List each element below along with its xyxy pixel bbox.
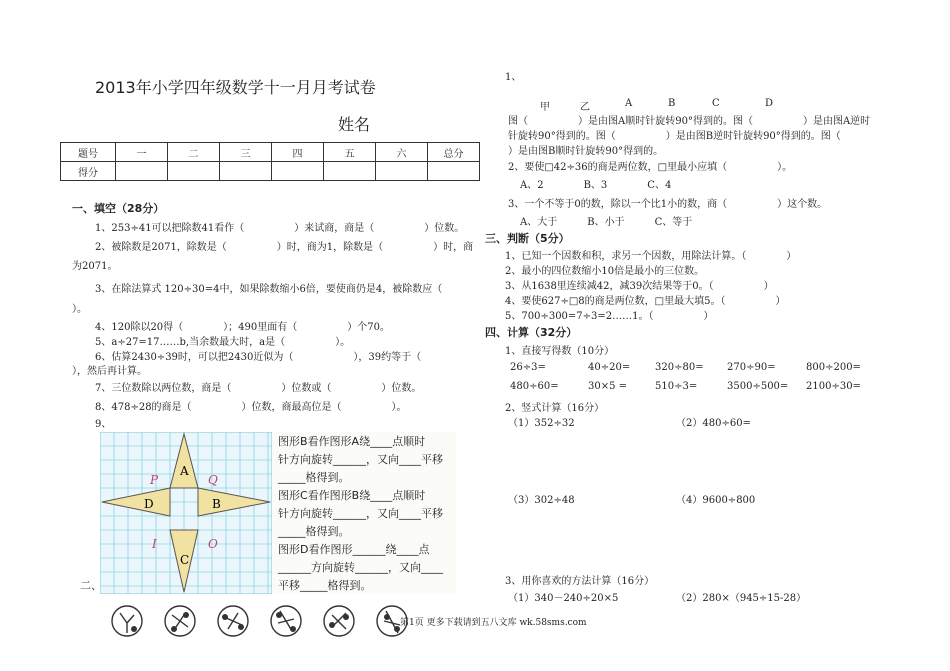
score-cell[interactable] [428, 162, 480, 181]
table-cell: 六 [376, 143, 428, 162]
exam-title: 2013年小学四年级数学十一月月考试卷 [95, 78, 376, 97]
question-8: 8、478÷28的商是（ ）位数，商最高位是（ ）。 [95, 402, 407, 413]
calc-item: 800÷200= [806, 362, 861, 373]
shape-label-jia: 甲 [540, 102, 550, 113]
label-o: O [208, 537, 218, 551]
table-cell: 二 [168, 143, 220, 162]
question-2-line-1: 2、被除数是2071，除数是（ ）时，商为1，除数是（ ）时，商 [95, 242, 474, 253]
table-cell: 得分 [61, 162, 116, 181]
label-q: Q [208, 473, 218, 487]
vertical-calc-3: （3）302÷48 [508, 495, 575, 506]
question-7: 7、三位数除以两位数，商是（ ）位数或（ ）位数。 [95, 383, 422, 394]
score-table-header-row [61, 143, 480, 162]
calc-item: 510÷3= [655, 381, 698, 392]
score-cell[interactable] [220, 162, 272, 181]
calc-item: 40÷20= [588, 362, 631, 373]
question-5: 5、a÷27=17……b,当余数最大时，a是（ ）。 [95, 337, 351, 348]
section-4-heading: 四、计算（32分） [485, 326, 578, 339]
figure-question-panel [272, 432, 456, 594]
calc-item: 30×5 = [588, 381, 628, 392]
right-q1: 1、 [505, 72, 522, 83]
label-b: B [212, 497, 221, 511]
table-cell: 四 [272, 143, 324, 162]
fig-text-line: 图形C看作图形B绕____点顺时 [278, 489, 426, 502]
score-cell[interactable] [116, 162, 168, 181]
shape-label-d: D [765, 98, 774, 109]
right-q2: 2、要使□42÷36的商是两位数，□里最小应填（ ）。 [508, 162, 793, 173]
score-table [60, 142, 480, 181]
label-a: A [180, 464, 189, 478]
calc-item: 26÷3= [510, 362, 546, 373]
label-c: C [180, 553, 190, 567]
question-3-line-1: 3、在除法算式 120÷30=4中，如果除数缩小6倍，要使商仍是4，被除数应（ [95, 284, 443, 295]
table-cell: 三 [220, 143, 272, 162]
fig-text-line: 平移_____格得到。 [278, 579, 372, 592]
fig-text-line: 针方向旋转______，又向____平移 [278, 507, 443, 520]
question-6-line-1: 6、估算2430÷39时，可以把2430近似为（ ），39约等于（ [95, 352, 422, 363]
judge-1: 1、已知一个因数和积，求另一个因数，用除法计算。（ ） [505, 251, 797, 262]
table-cell: 总分 [428, 143, 480, 162]
calc-part-1: 1、直接写得数（10分） [505, 346, 615, 357]
mixed-calc-2: （2）280×（945÷15-28） [676, 593, 807, 604]
page-footer: 第1页 更多下载请到五八文库 wk.58sms.com [400, 618, 587, 628]
calc-item: 3500÷500= [727, 381, 789, 392]
score-cell[interactable] [376, 162, 428, 181]
calc-item: 2100÷30= [806, 381, 861, 392]
question-4: 4、120除以20得（ ）；490里面有（ ）个70。 [95, 322, 390, 333]
fig-text-line: _____格得到。 [278, 471, 350, 484]
fig-text-line: 针方向旋转______，又向____平移 [278, 453, 443, 466]
score-table-score-row [61, 162, 480, 181]
calc-item: 320÷80= [655, 362, 704, 373]
judge-2: 2、最小的四位数缩小10倍是最小的三位数。 [505, 266, 705, 277]
question-9: 9、 [95, 419, 112, 430]
rotation-circles [110, 603, 410, 639]
calc-part-2: 2、竖式计算（16分） [505, 403, 605, 414]
name-label: 姓名 [338, 115, 371, 134]
shape-label-c: C [712, 98, 720, 109]
fig-text-line: ______方向旋转______，又向____ [278, 561, 443, 574]
question-3-line-2: ）。 [72, 304, 87, 315]
right-q3: 3、一个不等于0的数，除以一个比1小的数，商（ ）这个数。 [508, 199, 828, 210]
right-q3-options: A、大于 B、小于 C、等于 [520, 217, 693, 228]
label-d: D [144, 497, 154, 511]
calc-item: 270÷90= [727, 362, 776, 373]
shape-label-a: A [625, 98, 633, 109]
judge-5: 5、700÷300=7÷3=2……1。（ ） [505, 311, 714, 322]
score-cell[interactable] [272, 162, 324, 181]
shape-label-yi: 乙 [580, 102, 590, 113]
table-cell: 一 [116, 143, 168, 162]
vertical-calc-1: （1）352÷32 [508, 418, 575, 429]
right-q1-line-2: 针旋转90°得到的。图（ ）是由图B逆时针旋转90°得到的。图（ [508, 131, 841, 142]
right-q1-line-3: ）是由图B顺时针旋转90°得到的。 [508, 146, 664, 157]
right-q1-line-1: 图（ ）是由图A顺时针旋转90°得到的。图（ ）是由图A逆时 [508, 116, 871, 127]
table-cell: 五 [324, 143, 376, 162]
question-6-line-2: ），然后再计算。 [72, 366, 147, 377]
calc-item: 480÷60= [510, 381, 559, 392]
question-2-line-2: 为2071。 [72, 261, 118, 272]
fig-text-line: 图形D看作图形______绕____点 [278, 543, 430, 556]
fig-text-line: 图形B看作图形A绕____点顺时 [278, 435, 426, 448]
section-3-heading: 三、判断（5分） [485, 232, 570, 245]
vertical-calc-2: （2）480÷60= [676, 418, 751, 429]
rotation-figure [100, 432, 272, 594]
question-1: 1、253÷41可以把除数41看作（ ）来试商，商是（ ）位数。 [95, 223, 465, 234]
judge-4: 4、要使627÷□8的商是两位数，□里最大填5。（ ） [505, 296, 786, 307]
score-cell[interactable] [324, 162, 376, 181]
calc-part-3: 3、用你喜欢的方法计算（16分） [505, 576, 655, 587]
vertical-calc-4: （4）9600÷800 [676, 495, 756, 506]
table-cell: 题号 [61, 143, 116, 162]
fig-text-line: _____格得到。 [278, 525, 350, 538]
judge-3: 3、从1638里连续减42，减39次结果等于0。（ ） [505, 281, 774, 292]
right-q2-options: A、2 B、3 C、4 [520, 180, 672, 191]
score-cell[interactable] [168, 162, 220, 181]
mixed-calc-1: （1）340－240÷20×5 [508, 593, 619, 604]
label-p: P [150, 473, 159, 487]
label-i: I [152, 537, 157, 551]
section-2-mark: 二、 [80, 579, 102, 592]
shape-label-b: B [668, 98, 676, 109]
section-1-heading: 一、填空（28分） [72, 202, 165, 215]
